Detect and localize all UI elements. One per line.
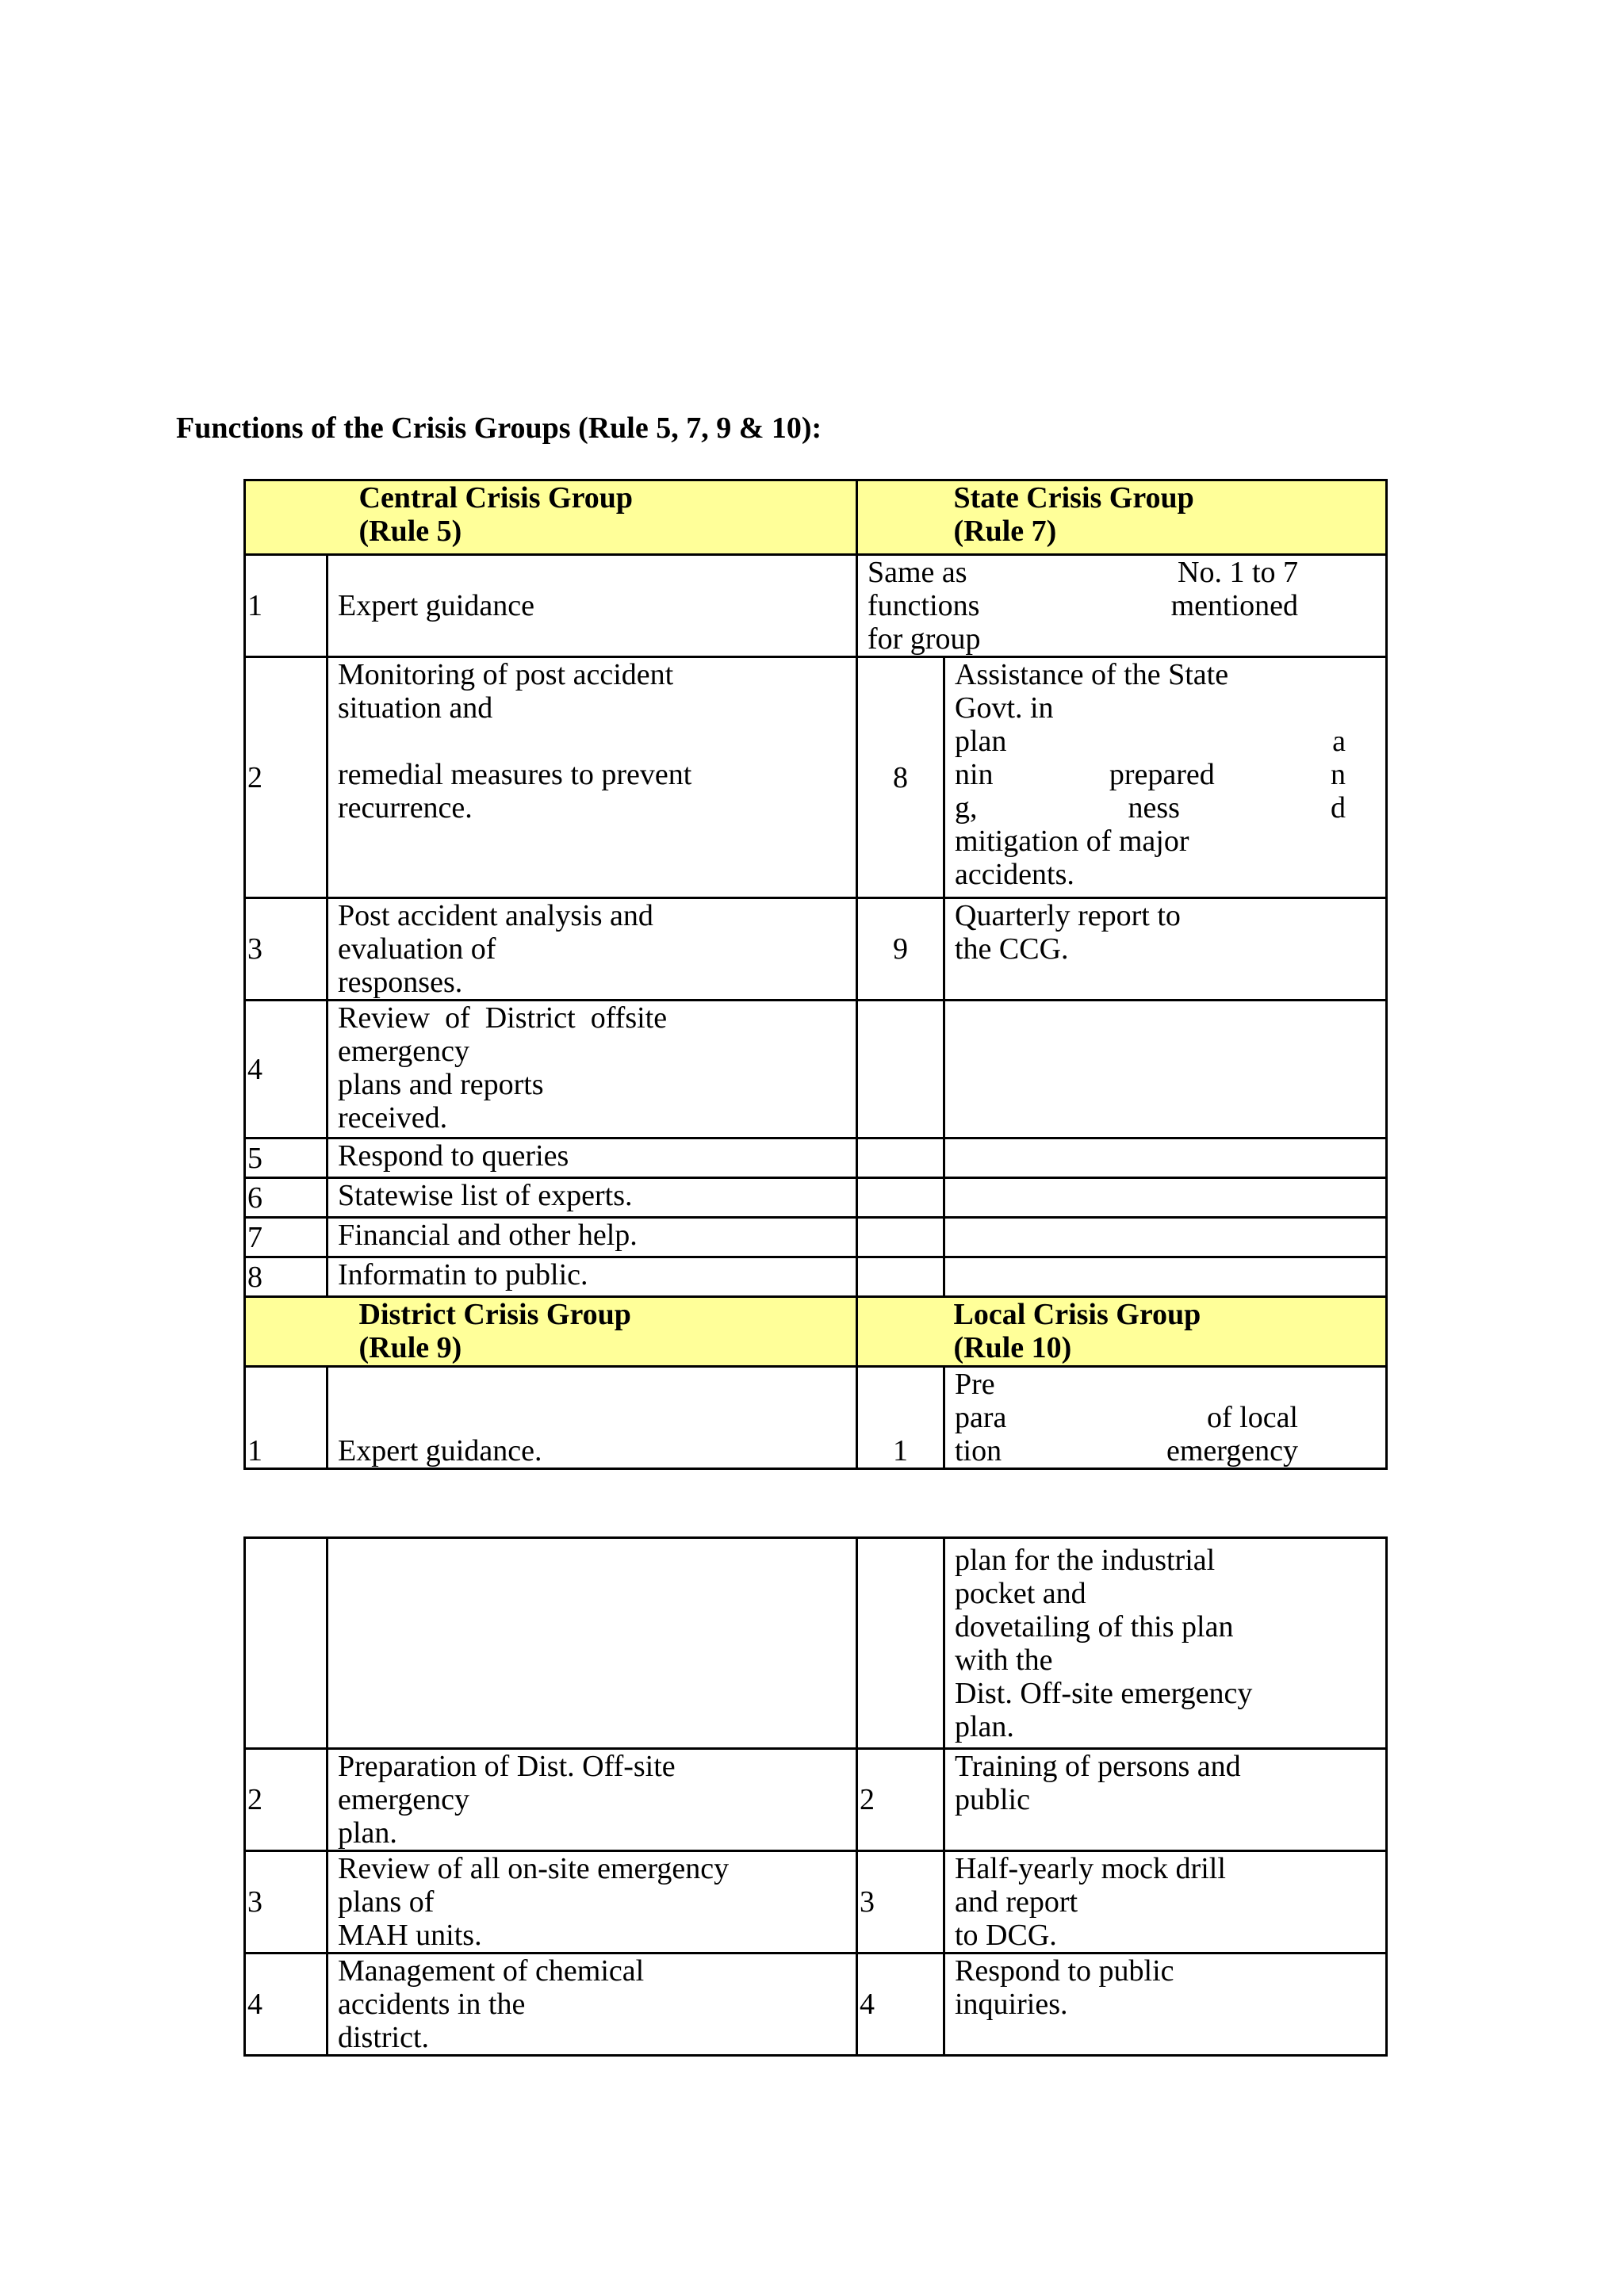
- table-row: 4 Management of chemical accidents in the district. 4 Respond to public inquiries.: [245, 1954, 1387, 2056]
- table-row: 3 Review of all on-site emergency plans of MAH units. 3 Half-yearly mock drill and report to DCG.: [245, 1851, 1387, 1954]
- table-row: 2 Monitoring of post accident situation and remedial measures to prevent recurrence. 8 Assistance of the State Govt. in plan a nin prepared n g, ness d mitigation of major accidents.: [245, 657, 1387, 898]
- crisis-groups-table: [243, 479, 1388, 1470]
- table-row: 1 Expert guidance Same as No. 1 to 7 functions mentioned for group: [245, 555, 1387, 657]
- list-item: Assistance of the State Govt. in plan a nin prepared n g, ness d mitigation of major accidents.: [944, 657, 1387, 898]
- table-row: 8 Informatin to public.: [245, 1257, 1387, 1297]
- list-item: Review of District offsite emergency plans and reports received.: [327, 1001, 857, 1138]
- list-item: Respond to public inquiries.: [944, 1954, 1387, 2056]
- list-item: Post accident analysis and evaluation of responses.: [327, 898, 857, 1001]
- district-local-header-row: [245, 1297, 1387, 1367]
- table-row: [245, 1538, 1387, 1749]
- list-item: Quarterly report to the CCG.: [944, 898, 1387, 1001]
- list-item: plan for the industrial pocket and dovetailing of this plan with the Dist. Off-site emergency plan.: [944, 1538, 1387, 1749]
- table-row: 2 Preparation of Dist. Off-site emergency plan. 2 Training of persons and public: [245, 1749, 1387, 1851]
- table-row: 3 Post accident analysis and evaluation of responses. 9 Quarterly report to the CCG.: [245, 898, 1387, 1001]
- table-row: 1 Expert guidance. 1 Pre para of local tion emergency: [245, 1367, 1387, 1469]
- list-item: Monitoring of post accident situation and remedial measures to prevent recurrence.: [327, 657, 857, 898]
- central-state-header-row: [245, 480, 1387, 555]
- crisis-groups-table-continued: [243, 1536, 1388, 2057]
- local-crisis-group-header: Local Crisis Group (Rule 10): [944, 1297, 1387, 1367]
- central-crisis-group-header: Central Crisis Group (Rule 5): [327, 480, 857, 555]
- list-item: Training of persons and public: [944, 1749, 1387, 1851]
- district-crisis-group-header: District Crisis Group (Rule 9): [327, 1297, 857, 1367]
- same-as-state-cell: Same as No. 1 to 7 functions mentioned for group: [857, 555, 1387, 657]
- list-item: Review of all on-site emergency plans of MAH units.: [327, 1851, 857, 1954]
- list-item: Preparation of Dist. Off-site emergency plan.: [327, 1749, 857, 1851]
- state-crisis-group-header: State Crisis Group (Rule 7): [944, 480, 1387, 555]
- list-item: Half-yearly mock drill and report to DCG.: [944, 1851, 1387, 1954]
- list-item: Management of chemical accidents in the district.: [327, 1954, 857, 2056]
- table-row: 4 Review of District offsite emergency plans and reports received.: [245, 1001, 1387, 1138]
- page-heading: Functions of the Crisis Groups (Rule 5, 7, 9 & 10):: [176, 411, 822, 445]
- list-item: Pre para of local tion emergency: [944, 1367, 1387, 1469]
- table-row: 6 Statewise list of experts.: [245, 1178, 1387, 1218]
- table-row: 5 Respond to queries: [245, 1138, 1387, 1178]
- table-row: 7 Financial and other help.: [245, 1218, 1387, 1257]
